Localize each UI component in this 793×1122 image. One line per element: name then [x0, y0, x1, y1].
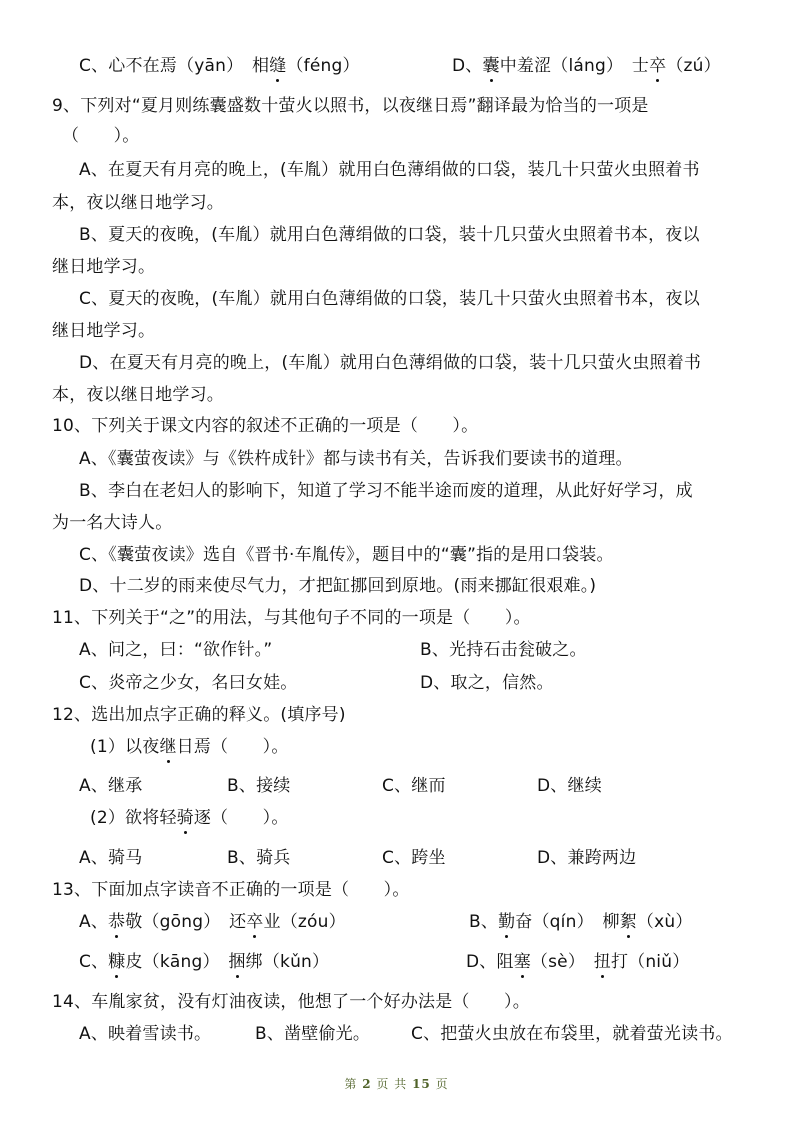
text-segment: A、 [79, 912, 109, 932]
text-segment: 士 [631, 56, 650, 76]
text-segment: 逐（ ）。 [193, 808, 289, 828]
text-line-column [469, 912, 693, 932]
text-segment: C、《囊萤夜读》选自《晋书·车胤传》，题目中的“囊”指的是用口袋装。 [79, 545, 614, 565]
emphasized-char: 捆 [228, 952, 246, 972]
text-segment: D、继续 [537, 776, 602, 796]
text-line-column [227, 776, 290, 796]
text-segment: C、心不在焉（yān） [79, 56, 253, 76]
text-segment: B、 [469, 912, 499, 932]
text-segment: 9、下列对“夏月则练囊盛数十萤火以照书，以夜继日焉”翻译最为恰当的一项是 [52, 96, 649, 116]
text-segment: 继日地学习。 [52, 321, 156, 341]
text-line [79, 481, 693, 501]
text-segment: D、在夏天有月亮的晚上，(车胤）就用白色薄绢做的口袋，装十几只萤火虫照着书 [79, 353, 702, 373]
text-line [90, 808, 289, 828]
text-segment: A、《囊萤夜读》与《铁杵成针》都与读书有关，告诉我们要读书的道理。 [79, 449, 633, 469]
text-line [52, 193, 224, 213]
text-segment: （xù） [636, 912, 693, 932]
text-segment: B、夏天的夜晚，(车胤）就用白色薄绢做的口袋，装十几只萤火虫照着书本，夜以 [79, 225, 700, 245]
text-segment: (2）欲将轻 [90, 808, 177, 828]
text-line-column [420, 673, 554, 693]
emphasized-char: 扭 [593, 952, 611, 972]
text-segment: C、炎帝之少女，名曰女娃。 [79, 673, 298, 693]
emphasized-char: 缝 [269, 56, 287, 76]
text-segment: 14、车胤家贫，没有灯油夜读，他想了一个好办法是（ ）。 [52, 992, 530, 1012]
text-line-column [79, 56, 360, 76]
text-line-column [255, 1024, 370, 1044]
text-segment: D、取之，信然。 [420, 673, 554, 693]
text-segment: 奋（qín） [515, 912, 603, 932]
text-line-column [79, 673, 297, 693]
emphasized-char: 恭 [108, 912, 126, 932]
text-segment: （féng） [286, 56, 360, 76]
text-segment: C、 [79, 952, 109, 972]
text-line-column [79, 848, 142, 868]
text-line [52, 880, 410, 900]
text-line [79, 160, 700, 180]
text-segment: A、继承 [79, 776, 143, 796]
text-segment: A、骑马 [79, 848, 143, 868]
text-line-column [227, 848, 290, 868]
text-line [52, 608, 531, 628]
text-segment: 10、下列关于课文内容的叙述不正确的一项是（ ）。 [52, 416, 479, 436]
text-line [52, 96, 649, 116]
text-segment: (1）以夜 [90, 737, 160, 757]
footer-page-number: 2 [362, 1077, 372, 1091]
text-line-column [420, 640, 587, 660]
text-segment: 敬（gōng） [125, 912, 230, 932]
text-line [79, 545, 614, 565]
footer-mid: 页 共 [376, 1077, 408, 1091]
text-line [90, 737, 289, 757]
text-segment: 本，夜以继日地学习。 [52, 385, 224, 405]
text-segment: 中羞涩（láng） [499, 56, 632, 76]
text-segment: 相 [252, 56, 270, 76]
emphasized-char: 絮 [619, 912, 637, 932]
text-line [79, 449, 633, 469]
text-segment: C、把萤火虫放在布袋里，就着萤光读书。 [411, 1024, 733, 1044]
text-segment: 皮（kāng） [125, 952, 229, 972]
text-line [52, 513, 172, 533]
footer-total-pages: 15 [412, 1077, 431, 1091]
text-line-column [537, 848, 636, 868]
text-line [52, 705, 346, 725]
emphasized-char: 囊 [482, 56, 500, 76]
text-segment: （sè） [530, 952, 594, 972]
text-line-column [79, 1024, 211, 1044]
text-line [52, 416, 478, 436]
text-segment: 打（niǔ） [610, 952, 690, 972]
footer-prefix: 第 [344, 1077, 358, 1091]
text-segment: 业（zóu） [263, 912, 346, 932]
text-line [52, 321, 155, 341]
text-segment: B、李白在老妇人的影响下，知道了学习不能半途而废的道理，从此好好学习，成 [79, 481, 693, 501]
text-segment: D、阻 [466, 952, 514, 972]
text-line-column [466, 952, 689, 972]
emphasized-char: 塞 [513, 952, 531, 972]
text-line-column [79, 912, 346, 932]
footer-suffix: 页 [435, 1077, 449, 1091]
text-segment: C、继而 [382, 776, 446, 796]
text-segment: 为一名大诗人。 [52, 513, 173, 533]
text-segment: C、夏天的夜晚，(车胤）就用白色薄绢做的口袋，装几十只萤火虫照着书本，夜以 [79, 289, 700, 309]
text-segment: 继日地学习。 [52, 257, 156, 277]
text-line [79, 353, 701, 373]
text-line-column [382, 848, 446, 868]
text-segment: （zú） [666, 56, 721, 76]
text-segment: 11、下列关于“之”的用法，与其他句子不同的一项是（ ）。 [52, 608, 531, 628]
text-segment: 13、下面加点字读音不正确的一项是（ ）。 [52, 880, 410, 900]
text-segment: 12、选出加点字正确的释义。(填序号) [52, 705, 346, 725]
emphasized-char: 继 [159, 737, 177, 757]
text-segment: 日焉（ ）。 [176, 737, 289, 757]
text-line-column [79, 776, 142, 796]
text-line [52, 385, 224, 405]
text-line [52, 257, 155, 277]
emphasized-char: 骑 [176, 808, 194, 828]
text-segment: 还 [229, 912, 247, 932]
text-line-column [382, 776, 446, 796]
text-line [79, 576, 596, 596]
text-segment: 绑（kǔn） [245, 952, 330, 972]
text-segment: B、接续 [227, 776, 291, 796]
text-segment: B、光持石击瓮破之。 [420, 640, 587, 660]
text-segment: A、映着雪读书。 [79, 1024, 212, 1044]
text-segment: D、兼跨两边 [537, 848, 637, 868]
text-line [52, 992, 530, 1012]
text-segment: B、凿壁偷光。 [255, 1024, 371, 1044]
text-segment: D、十二岁的雨来使尽气力，才把缸挪回到原地。(雨来挪缸很艰难。) [79, 576, 597, 596]
page-footer [0, 1075, 793, 1092]
text-line-column [452, 56, 721, 76]
text-line-column [79, 952, 329, 972]
text-line [62, 126, 140, 146]
text-line [79, 225, 700, 245]
text-line-column [79, 640, 272, 660]
text-segment: A、在夏天有月亮的晚上，(车胤）就用白色薄绢做的口袋，装几十只萤火虫照着书 [79, 160, 700, 180]
emphasized-char: 卒 [649, 56, 667, 76]
text-segment: 柳 [602, 912, 620, 932]
text-line [79, 289, 700, 309]
emphasized-char: 糠 [108, 952, 126, 972]
text-line-column [537, 776, 602, 796]
text-segment: C、跨坐 [382, 848, 446, 868]
text-segment: D、 [452, 56, 483, 76]
emphasized-char: 勤 [498, 912, 516, 932]
text-line-column [411, 1024, 733, 1044]
text-segment: （ ）。 [62, 126, 140, 146]
text-segment: A、问之，曰：“欲作针。” [79, 640, 273, 660]
text-segment: B、骑兵 [227, 848, 291, 868]
emphasized-char: 卒 [246, 912, 264, 932]
text-segment: 本，夜以继日地学习。 [52, 193, 224, 213]
